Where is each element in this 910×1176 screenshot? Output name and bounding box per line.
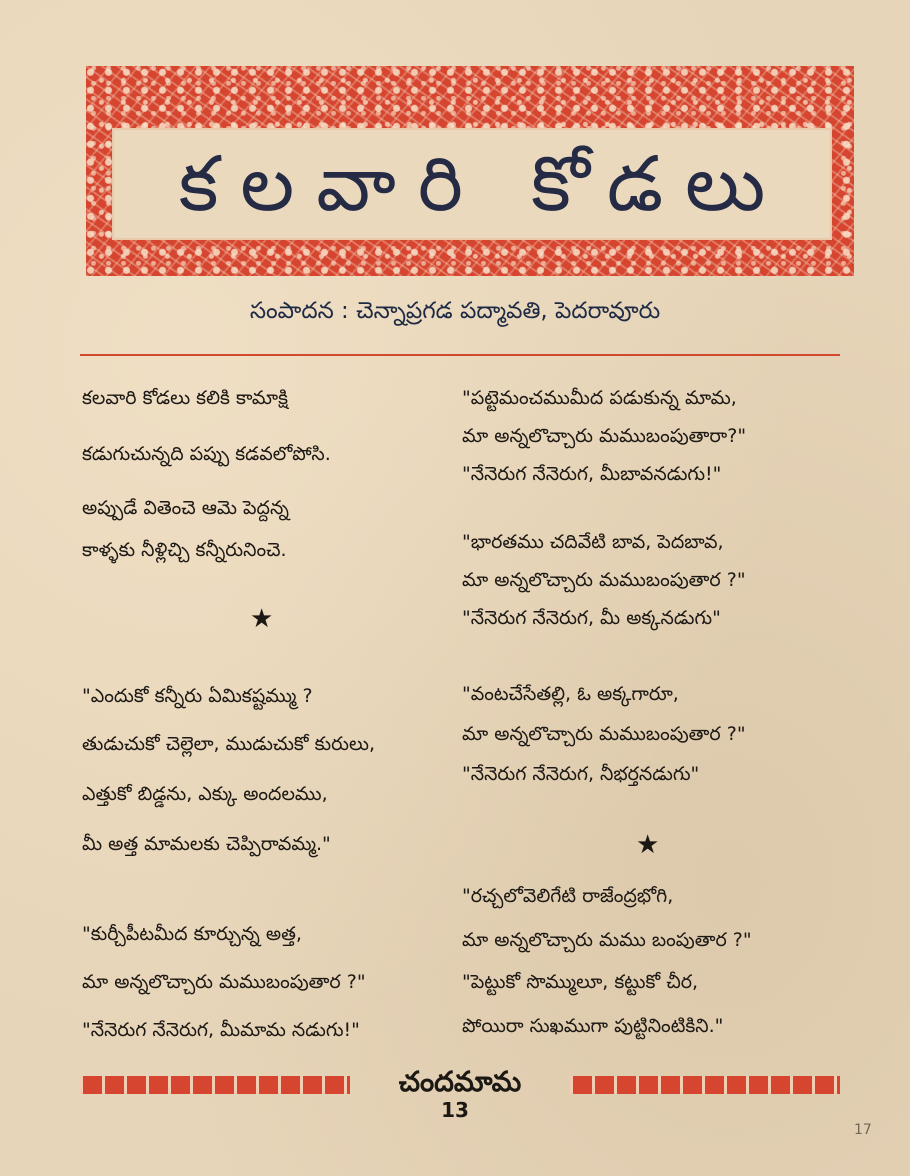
poem-line: "పెట్టుకో సొమ్ములూ, కట్టుకో చీర,	[462, 971, 699, 993]
poem-line: "నేనెరుగ నేనెరుగ, మీ అక్కనడుగు"	[462, 607, 721, 629]
page-number: 13	[441, 1098, 469, 1122]
poem-line: "నేనెరుగ నేనెరుగ, నీభర్తనడుగు"	[462, 763, 700, 785]
poem-line: మా అన్నలొచ్చారు మము బంపుతార ?"	[462, 929, 752, 951]
poem-line: కాళ్ళకు నీళ్లిచ్చి కన్నీరునించె.	[82, 539, 287, 561]
footer-ornament-left	[80, 1076, 350, 1094]
poem-line: పోయిరా సుఖముగా పుట్టినింటికిని."	[462, 1015, 724, 1037]
poem-line: "ఎందుకో కన్నీరు ఏమికష్టమ్ము ?	[82, 685, 313, 707]
poem-line: "నేనెరుగ నేనెరుగ, మీబావనడుగు!"	[462, 463, 722, 485]
page-title: కలవారి కోడలు	[178, 139, 788, 228]
corner-mark: 17	[854, 1122, 872, 1138]
poem-line: మీ అత్త మామలకు చెప్పిరావమ్మ."	[82, 833, 331, 855]
poem-line: ఎత్తుకో బిడ్డను, ఎక్కు అందలము,	[82, 783, 328, 805]
poem-line: అప్పుడే వితెంచె ఆమె పెద్దన్న	[82, 497, 289, 519]
poem-line: "పట్టెమంచముమీద పడుకున్న మామ,	[462, 387, 737, 409]
title-panel	[112, 128, 832, 240]
poem-line: మా అన్నలొచ్చారు మముబంపుతార ?"	[82, 971, 366, 993]
poem-line: కడుగుచున్నది పప్పు కడవలోపోసి.	[82, 443, 331, 465]
poem-line: "వంటచేసేతల్లి, ఓ అక్కగారూ,	[462, 683, 679, 705]
star-divider-right: ★	[636, 830, 660, 860]
poem-line: "నేనెరుగ నేనెరుగ, మీమామ నడుగు!"	[82, 1019, 360, 1041]
poem-line: మా అన్నలొచ్చారు మముబంపుతార ?"	[462, 723, 746, 745]
header-rule	[80, 354, 840, 356]
star-divider-left: ★	[250, 604, 274, 634]
magazine-name: చందమామ	[398, 1065, 522, 1098]
poem-line: తుడుచుకో చెల్లెలా, ముడుచుకో కురులు,	[82, 733, 376, 755]
poem-line: "రచ్చలోవెలిగేటి రాజేంద్రభోగి,	[462, 885, 674, 907]
poem-line: "భారతము చదివేటి బావ, పెదబావ,	[462, 531, 724, 553]
poem-line: "కుర్చీపీటమీద కూర్చున్న అత్త,	[82, 923, 302, 945]
footer-ornament-right	[570, 1076, 840, 1094]
page-footer	[80, 1065, 840, 1102]
poem-line: మా అన్నలొచ్చారు మముబంపుతారా?"	[462, 425, 747, 447]
editor-credit: సంపాదన : చెన్నాప్రగడ పద్మావతి, పెదరావూరు	[249, 298, 661, 324]
poem-line: కలవారి కోడలు కలికి కామాక్షి	[82, 387, 288, 409]
poem-line: మా అన్నలొచ్చారు మముబంపుతార ?"	[462, 569, 746, 591]
